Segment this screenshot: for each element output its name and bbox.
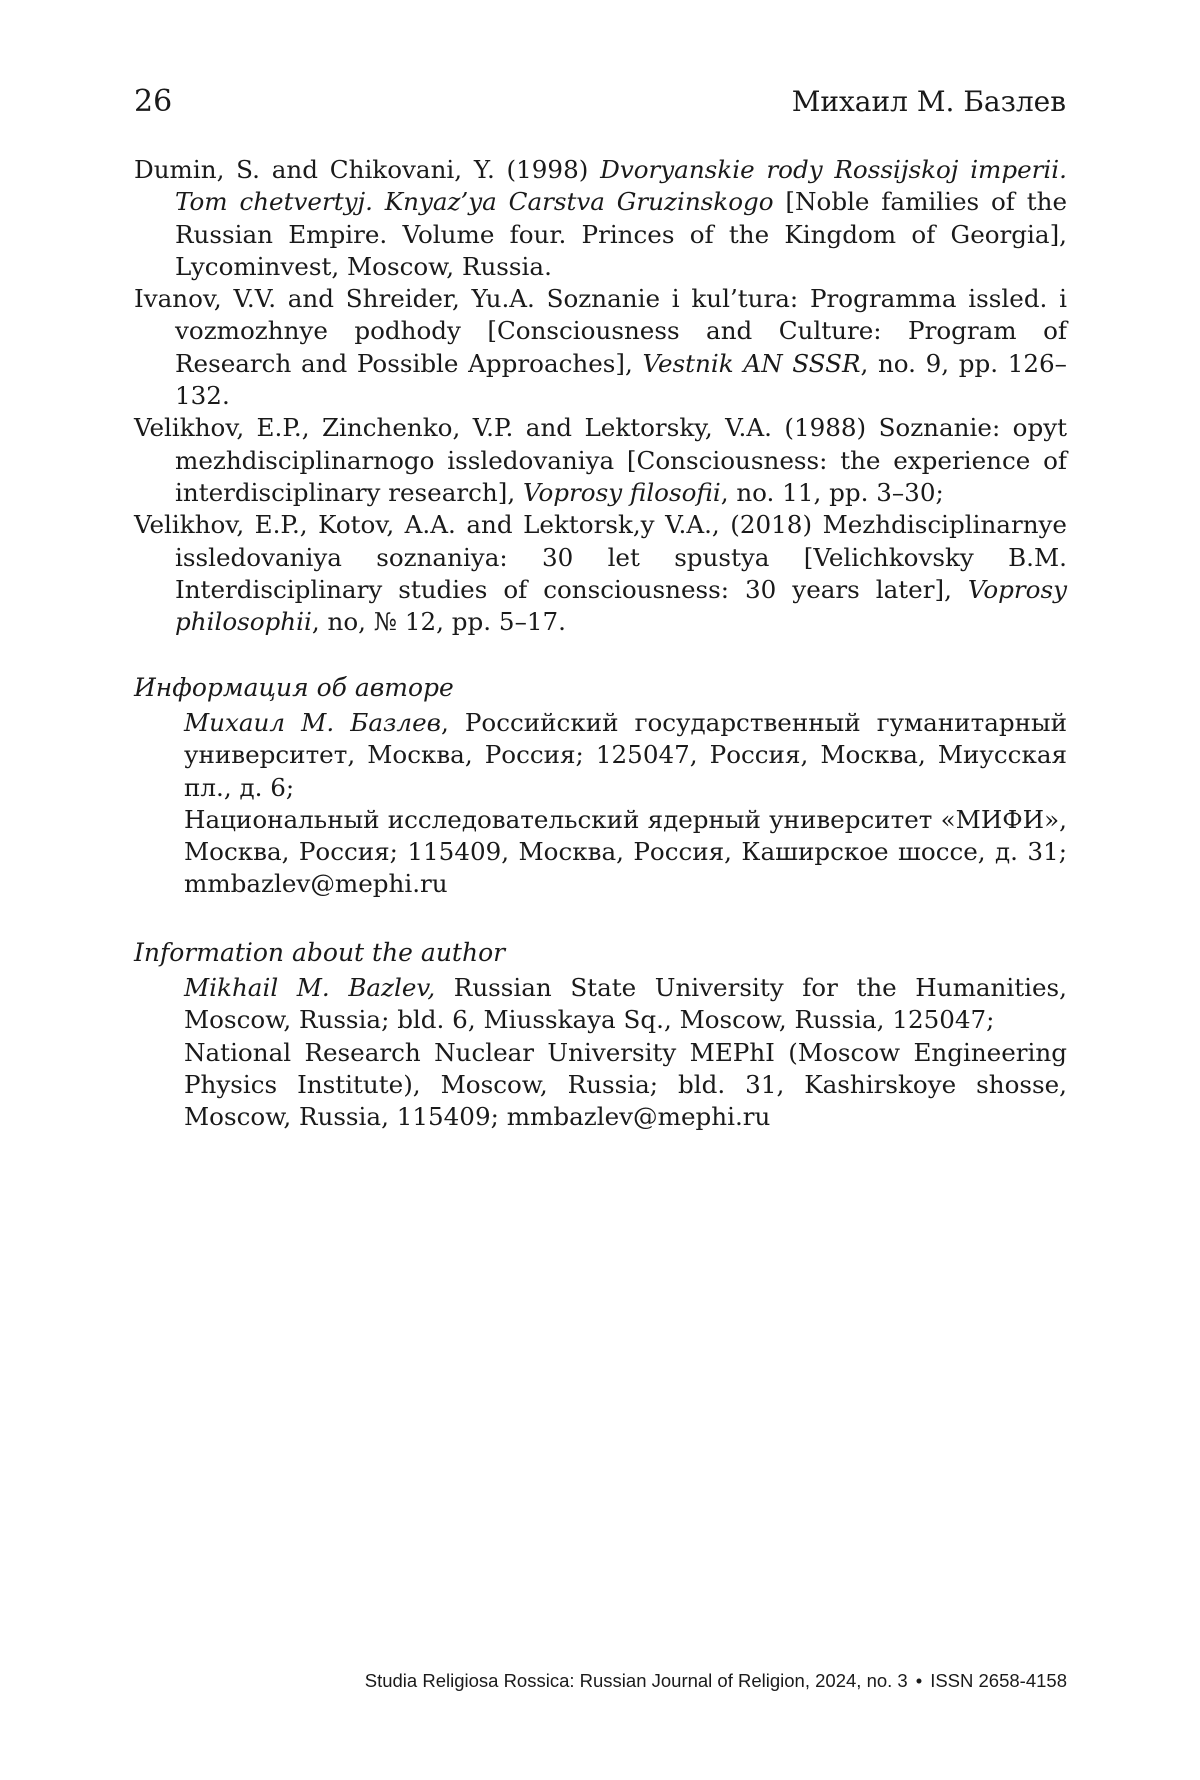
- reference-text: Velikhov, E.P., Zinchenko, V.P. and Lektorsky, V.A. (1988) Soznanie: opyt mezhdisciplinarnogo issledovaniya [Consciousness: the experience of interdisciplinary research],: [134, 413, 1067, 507]
- journal-citation: Studia Religiosa Rossica: Russian Journal of Religion, 2024, no. 3: [364, 1670, 908, 1691]
- reference-title: Vestnik AN SSSR: [642, 348, 861, 378]
- author-name: Mikhail M. Bazlev,: [184, 973, 436, 1002]
- reference-text: , no, № 12, pp. 5–17.: [311, 607, 566, 637]
- reference-list: [134, 154, 1067, 638]
- running-header: [134, 84, 1066, 120]
- reference-item: [134, 154, 1067, 283]
- footer-separator: •: [915, 1670, 923, 1691]
- author-affiliation: National Research Nuclear University MEPhI (Moscow Engineering Physics Institute), Moscow, Russia; bld. 31, Kashirskoye shosse, Moscow, Russia, 115409; mmbazlev@mephi.ru: [184, 1037, 1067, 1132]
- author-info-en-body: [184, 972, 1067, 1133]
- author-affiliation: [184, 707, 1067, 804]
- author-info-en-heading: Information about the author: [134, 938, 506, 967]
- author-name: Михаил М. Базлев: [184, 708, 441, 737]
- reference-text: , no. 11, pp. 3–30;: [720, 477, 944, 507]
- reference-text: , no. 9, pp. 126–132.: [175, 348, 1067, 411]
- author-info-ru-body: [184, 707, 1067, 901]
- page-number: 26: [134, 84, 173, 119]
- author-info-en: [134, 937, 1067, 1133]
- affiliation-text: , Российский государственный гуманитарный университет, Москва, Россия; 125047, Россия, Москва, Миусская пл., д. 6;: [184, 708, 1067, 802]
- reference-item: [134, 412, 1067, 509]
- running-author: Михаил М. Базлев: [791, 85, 1066, 118]
- reference-text: Velikhov, E.P., Kotov, A.A. and Lektorsk,y V.A., (2018) Mezhdisciplinarnye issledovaniya soznaniya: 30 let spustya [Velichkovsky B.M. Interdisciplinary studies of consciousness: 30 years later],: [134, 510, 1067, 604]
- reference-title: Voprosy philosophii: [175, 574, 1067, 637]
- affiliation-text: Russian State University for the Humanities, Moscow, Russia; bld. 6, Miusskaya Sq., Moscow, Russia, 125047;: [184, 973, 1067, 1035]
- author-info-ru-heading: Информация об авторе: [134, 673, 454, 702]
- journal-footer: [365, 1668, 1067, 1694]
- reference-text: Ivanov, V.V. and Shreider, Yu.A. Soznanie i kul’tura: Programma issled. i vozmozhnye podhody [Consciousness and Culture: Program of Research and Possible Approaches],: [134, 284, 1067, 378]
- journal-issn: ISSN 2658-4158: [930, 1670, 1067, 1691]
- author-affiliation: Национальный исследовательский ядерный университет «МИФИ», Москва, Россия; 115409, Москва, Россия, Каширское шоссе, д. 31; mmbazlev@mephi.ru: [184, 804, 1067, 899]
- reference-text: [Noble families of the Russian Empire. Volume four. Princes of the Kingdom of Georgia], Lycominvest, Moscow, Russia.: [175, 187, 1067, 281]
- reference-title: Voprosy filosofii: [522, 477, 721, 507]
- reference-item: [134, 283, 1067, 412]
- reference-item: [134, 509, 1067, 638]
- reference-text: Dumin, S. and Chikovani, Y. (1998): [134, 155, 601, 184]
- author-info-ru: [134, 672, 1067, 901]
- author-affiliation: [184, 972, 1067, 1037]
- reference-title: Dvoryanskie rody Rossijskoj imperii. Tom chetvertyj. Knyaz’ya Carstva Gruzinskogo: [175, 155, 1067, 217]
